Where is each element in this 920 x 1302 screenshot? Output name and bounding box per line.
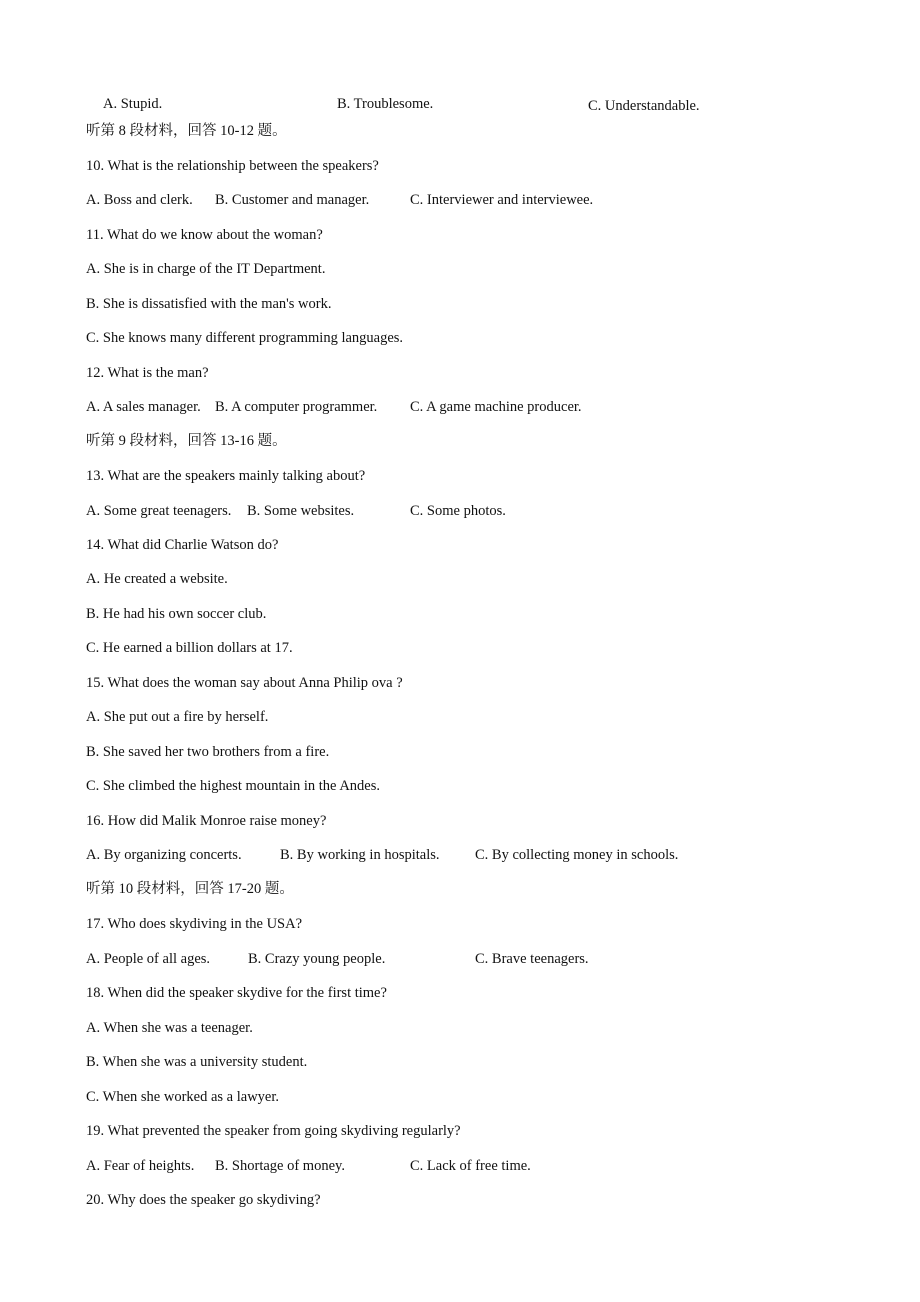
q11-option-b: B. She is dissatisfied with the man's work. (86, 296, 332, 312)
q14-option-b: B. He had his own soccer club. (86, 606, 267, 622)
q12-option-b: B. A computer programmer. (215, 399, 378, 415)
q19-option-b: B. Shortage of money. (215, 1158, 345, 1174)
q17-option-c: C. Brave teenagers. (475, 951, 589, 967)
section-9-heading: 听第 9 段材料，回答 13-16 题。 (86, 433, 287, 449)
q12-option-c: C. A game machine producer. (410, 399, 582, 415)
q10-option-b: B. Customer and manager. (215, 192, 370, 208)
q19-option-a: A. Fear of heights. (86, 1158, 195, 1174)
q10-option-c: C. Interviewer and interviewee. (410, 192, 594, 208)
section-8-heading: 听第 8 段材料，回答 10-12 题。 (86, 123, 287, 139)
q13-question: 13. What are the speakers mainly talking about? (86, 468, 366, 484)
q19-question: 19. What prevented the speaker from going skydiving regularly? (86, 1123, 461, 1139)
q9-option-a: A. Stupid. (103, 96, 163, 112)
q18-option-b: B. When she was a university student. (86, 1054, 308, 1070)
q9-option-c: C. Understandable. (588, 98, 700, 114)
q19-option-c: C. Lack of free time. (410, 1158, 531, 1174)
q16-option-c: C. By collecting money in schools. (475, 847, 679, 863)
q9-option-b: B. Troublesome. (337, 96, 434, 112)
q15-option-b: B. She saved her two brothers from a fire. (86, 744, 330, 760)
q16-option-a: A. By organizing concerts. (86, 847, 242, 863)
q13-option-b: B. Some websites. (247, 503, 355, 519)
q11-option-a: A. She is in charge of the IT Department. (86, 261, 326, 277)
q11-option-c: C. She knows many different programming languages. (86, 330, 404, 346)
q13-option-a: A. Some great teenagers. (86, 503, 232, 519)
q13-option-c: C. Some photos. (410, 503, 506, 519)
q18-option-c: C. When she worked as a lawyer. (86, 1089, 280, 1105)
q17-option-b: B. Crazy young people. (248, 951, 386, 967)
q10-option-a: A. Boss and clerk. (86, 192, 193, 208)
q12-option-a: A. A sales manager. (86, 399, 201, 415)
q15-option-a: A. She put out a fire by herself. (86, 709, 269, 725)
q18-option-a: A. When she was a teenager. (86, 1020, 253, 1036)
q14-question: 14. What did Charlie Watson do? (86, 537, 279, 553)
section-10-heading: 听第 10 段材料，回答 17-20 题。 (86, 881, 294, 897)
q16-option-b: B. By working in hospitals. (280, 847, 440, 863)
q14-option-c: C. He earned a billion dollars at 17. (86, 640, 293, 656)
q15-option-c: C. She climbed the highest mountain in the Andes. (86, 778, 380, 794)
q20-question: 20. Why does the speaker go skydiving? (86, 1192, 321, 1208)
q12-question: 12. What is the man? (86, 365, 209, 381)
q10-question: 10. What is the relationship between the speakers? (86, 158, 379, 174)
q15-question: 15. What does the woman say about Anna Philip ova ? (86, 675, 403, 691)
q17-option-a: A. People of all ages. (86, 951, 211, 967)
q14-option-a: A. He created a website. (86, 571, 228, 587)
q18-question: 18. When did the speaker skydive for the first time? (86, 985, 387, 1001)
q11-question: 11. What do we know about the woman? (86, 227, 323, 243)
q16-question: 16. How did Malik Monroe raise money? (86, 813, 327, 829)
q17-question: 17. Who does skydiving in the USA? (86, 916, 303, 932)
